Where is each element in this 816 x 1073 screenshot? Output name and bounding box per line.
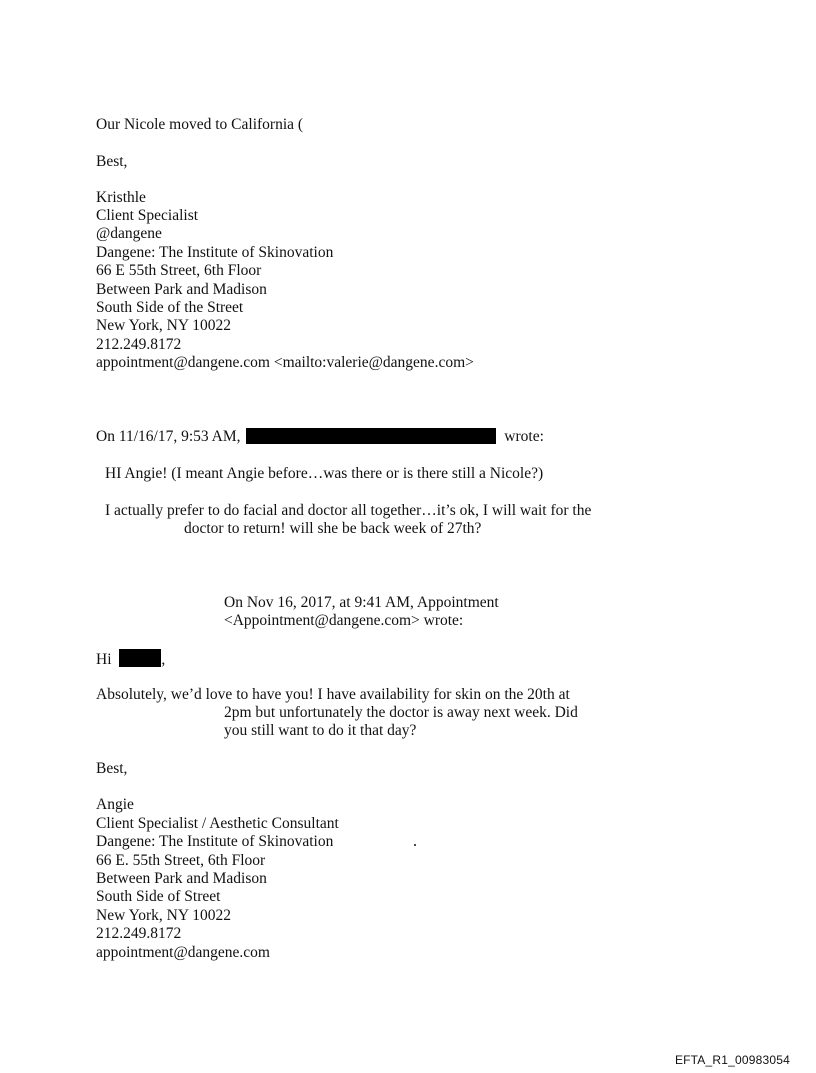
signature-handle: @dangene [96, 225, 162, 242]
signature-cross-streets: Between Park and Madison [96, 870, 267, 887]
quote1-line2b: doctor to return! will she be back week of 27th? [184, 520, 482, 537]
quote2-body-a: Absolutely, we’d love to have you! I have availability for skin on the 20th at [96, 686, 570, 703]
stray-mark [414, 844, 416, 846]
signature-phone: 212.249.8172 [96, 925, 182, 942]
signature-company: Dangene: The Institute of Skinovation [96, 244, 334, 261]
redaction-box [119, 649, 161, 667]
bates-number: EFTA_R1_00983054 [674, 1053, 790, 1067]
signature-name: Kristhle [96, 189, 146, 206]
quote2-header-line2: <Appointment@dangene.com> wrote: [224, 612, 464, 629]
quote1-line1: HI Angie! (I meant Angie before…was there or is there still a Nicole?) [105, 465, 544, 482]
signature-street-side: South Side of the Street [96, 299, 244, 316]
quote1-header-prefix: On 11/16/17, 9:53 AM, [96, 428, 241, 445]
signature-email: appointment@dangene.com [96, 944, 270, 961]
quote1-header-suffix: wrote: [504, 428, 544, 445]
signature-city: New York, NY 10022 [96, 907, 232, 924]
quote1-header [96, 428, 544, 446]
redaction-box [246, 428, 496, 444]
signature-email: appointment@dangene.com <mailto:valerie@dangene.com> [96, 354, 474, 371]
signature-title: Client Specialist / Aesthetic Consultant [96, 815, 339, 832]
quote2-greeting [96, 649, 165, 669]
signature-title: Client Specialist [96, 207, 199, 224]
reply-closing: Best, [96, 153, 128, 170]
quote2-closing: Best, [96, 760, 128, 777]
greeting-word: Hi [96, 651, 112, 668]
quote2-body-c: you still want to do it that day? [224, 722, 417, 739]
signature-company: Dangene: The Institute of Skinovation [96, 833, 334, 850]
greeting-comma: , [161, 651, 166, 668]
quote1-line2a: I actually prefer to do facial and doctor all together…it’s ok, I will wait for the [105, 502, 592, 519]
signature-city: New York, NY 10022 [96, 317, 232, 334]
signature-phone: 212.249.8172 [96, 336, 182, 353]
quote2-body-b: 2pm but unfortunately the doctor is away next week. Did [224, 704, 578, 721]
signature-address: 66 E 55th Street, 6th Floor [96, 262, 262, 279]
signature-street-side: South Side of Street [96, 888, 221, 905]
signature-name: Angie [96, 796, 134, 813]
quote2-header-line1: On Nov 16, 2017, at 9:41 AM, Appointment [224, 594, 499, 611]
signature-cross-streets: Between Park and Madison [96, 281, 267, 298]
signature-address: 66 E. 55th Street, 6th Floor [96, 852, 266, 869]
reply-opening: Our Nicole moved to California ( [96, 116, 304, 133]
